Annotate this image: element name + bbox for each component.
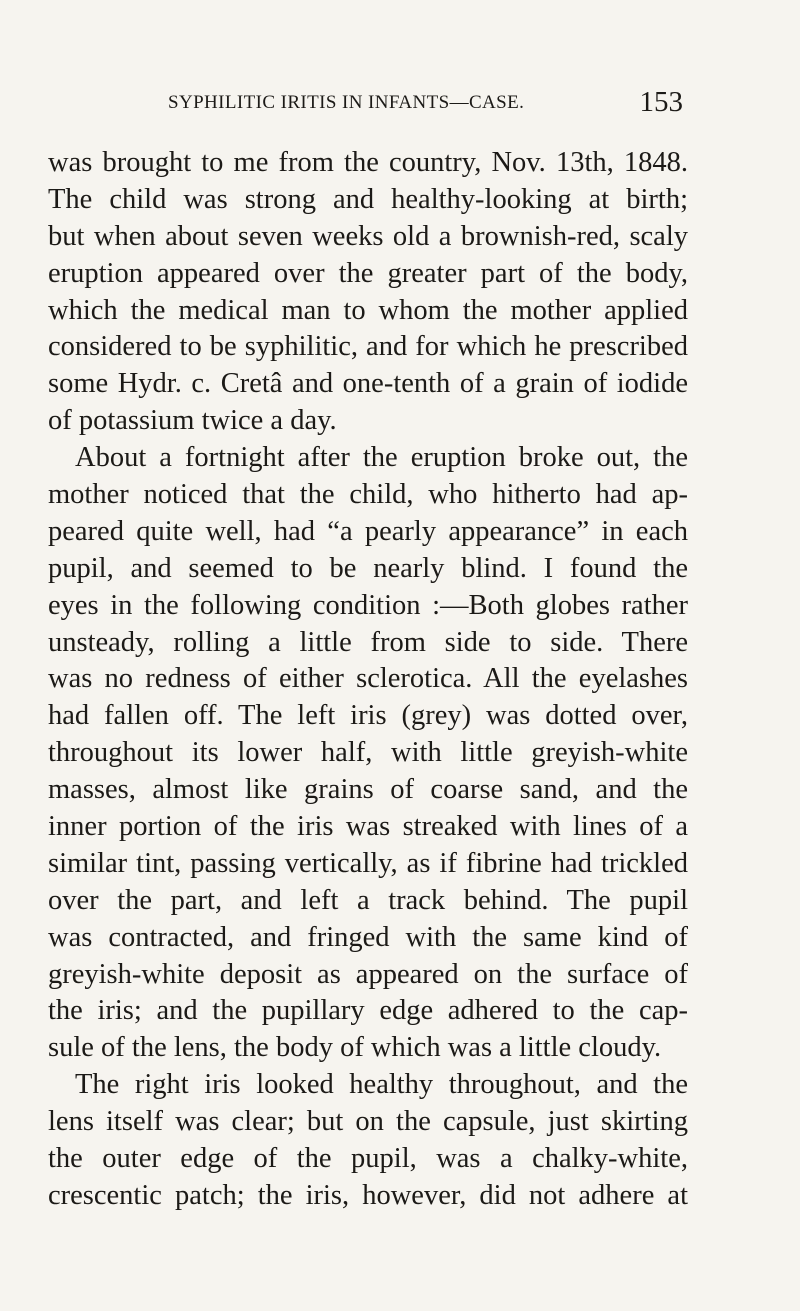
text-line: unsteady, rolling a little from side to side. There [48,626,688,658]
text-line: lens itself was clear; but on the capsule, just skirting [48,1106,688,1138]
text-line: peared quite well, had “a pearly appearance” in each [48,515,688,547]
text-line: but when about seven weeks old a brownish-red, scaly [48,220,688,252]
text-line: crescentic patch; the iris, however, did not adhere at [48,1179,688,1211]
text-line: was brought to me from the country, Nov. 13th, 1848. [48,147,688,178]
text-line: inner portion of the iris was streaked with lines of a [48,811,688,843]
text-line: eruption appeared over the greater part of the body, [48,257,688,289]
text-line: throughout its lower half, with little greyish-white [48,737,688,769]
paragraph-end-line: sule of the lens, the body of which was a little cloudy. [48,1032,662,1064]
paragraph-start-line: The right iris looked healthy throughout, and the [75,1069,688,1101]
text-line: was no redness of either sclerotica. All the eyelashes [48,663,688,695]
text-line: the iris; and the pupillary edge adhered to the cap- [48,995,688,1027]
body-text [48,145,688,1215]
text-line: pupil, and seemed to be nearly blind. I found the [48,552,688,584]
text-line: the outer edge of the pupil, was a chalky-white, [48,1143,688,1175]
text-line: greyish-white deposit as appeared on the surface of [48,958,688,990]
text-line: some Hydr. c. Cretâ and one-tenth of a grain of iodide [48,368,688,400]
text-line: eyes in the following condition :—Both globes rather [48,589,688,621]
text-line: masses, almost like grains of coarse sand, and the [48,774,688,806]
text-line: was contracted, and fringed with the same kind of [48,921,688,953]
text-line: considered to be syphilitic, and for which he prescribed [48,331,688,363]
paragraph-start-line: About a fortnight after the eruption broke out, the [75,442,688,474]
paragraph-end-line: of potassium twice a day. [48,405,337,437]
text-line: which the medical man to whom the mother applied [48,294,688,326]
text-line: The child was strong and healthy-looking at birth; [48,183,688,215]
text-line: over the part, and left a track behind. The pupil [48,884,688,916]
page-number: 153 [639,86,683,118]
text-line: similar tint, passing vertically, as if fibrine had trickled [48,847,688,879]
running-head [168,88,683,124]
text-line: mother noticed that the child, who hitherto had ap- [48,479,688,511]
running-title: SYPHILITIC IRITIS IN INFANTS—CASE. [168,92,525,113]
text-line: had fallen off. The left iris (grey) was dotted over, [48,700,688,732]
